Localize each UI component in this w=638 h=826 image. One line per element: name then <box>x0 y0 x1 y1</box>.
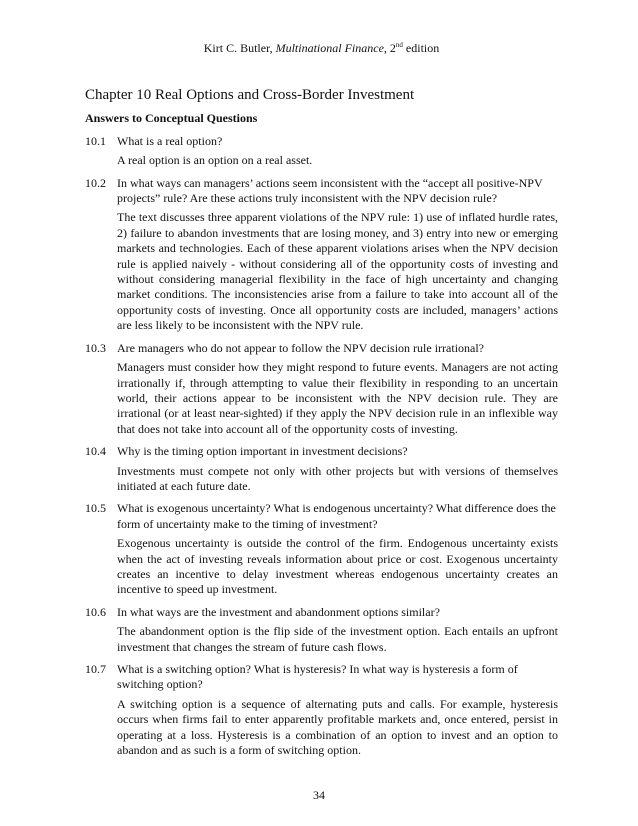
qa-item-10-6 <box>85 605 558 655</box>
qa-body <box>117 341 558 437</box>
question-number: 10.7 <box>85 662 106 676</box>
header-author: Kirt C. Butler, <box>203 41 276 55</box>
header-edition-number: , 2 <box>383 41 396 55</box>
answer-text: The text discusses three apparent violations of the NPV rule: 1) use of inflated hurdle rates, 2) failure to abandon investments that are losing money, and 3) entry into new or emerging markets and technologies. Each of these apparent violations arises when the NPV decision rule is applied naively - without considering all of the opportunity costs of investing and without considering managerial flexibility in the face of high uncertainty and changing market conditions. The inconsistencies arise from a failure to take into account all of the opportunity costs of investing. Once all opportunity costs are included, managers’ actions are less likely to be inconsistent with the NPV rule. <box>117 210 558 333</box>
page-number: 34 <box>313 788 325 802</box>
question-text: What is a real option? <box>117 133 223 148</box>
answer-text: Investments must compete not only with other projects but with versions of themselves initiated at each future date. <box>117 463 558 493</box>
qa-body <box>117 662 558 758</box>
qa-body <box>117 134 558 169</box>
header-edition-suffix: nd <box>395 41 403 49</box>
qa-body <box>117 605 558 655</box>
qa-item-10-3 <box>85 341 558 437</box>
chapter-title: Chapter 10 Real Options and Cross-Border Investment <box>85 87 415 104</box>
qa-body <box>117 176 558 334</box>
answer-text: Managers must consider how they might respond to future events. Managers are not acting irrationally if, through attempting to value their flexibility in responding to an uncertain world, their actions appear to be inconsistent with the NPV decision rule. They are irrational (or at least near-sighted) if they apply the NPV decision rule in an inflexible way that does not take into account all of the opportunity costs of investing. <box>117 360 558 436</box>
answer-text: Exogenous uncertainty is outside the control of the firm. Endogenous uncertainty exists when the act of investing reveals information about price or cost. Exogenous uncertainty creates an incentive to delay investment whereas endogenous uncertainty creates an incentive to speed up investment. <box>117 536 558 597</box>
question-number: 10.2 <box>85 175 106 190</box>
header-edition-text: edition <box>402 41 440 55</box>
qa-item-10-4 <box>85 444 558 494</box>
qa-item-10-1 <box>85 134 558 169</box>
answer-text: The abandonment option is the flip side of the investment option. Each entails an upfront investment that changes the stream of future cash flows. <box>117 624 558 654</box>
qa-item-10-2 <box>85 176 558 334</box>
qa-body <box>117 501 558 597</box>
question-text: Are managers who do not appear to follow the NPV decision rule irrational? <box>117 340 485 355</box>
header-book-title: Multinational Finance <box>275 41 384 55</box>
question-text: In what ways are the investment and abandonment options similar? <box>117 604 440 619</box>
answer-text: A switching option is a sequence of alternating puts and calls. For example, hysteresis occurs when firms fail to enter apparently profitable markets and, once entered, persist in operating at a loss. Hysteresis is a combination of an option to invest and an option to abandon and as such is a form of switching option. <box>117 696 558 758</box>
question-number: 10.6 <box>85 604 106 619</box>
question-number: 10.1 <box>85 133 106 148</box>
question-number: 10.3 <box>85 340 106 355</box>
section-heading: Answers to Conceptual Questions <box>85 111 258 126</box>
question-number: 10.5 <box>85 501 106 516</box>
running-header <box>85 41 558 56</box>
qa-body <box>117 444 558 494</box>
question-text: What is a switching option? What is hysteresis? In what way is hysteresis a form of switching option? <box>117 662 518 692</box>
question-number: 10.4 <box>85 444 106 459</box>
question-text: In what ways can managers’ actions seem inconsistent with the “accept all positive-NPV projects” rule? Are these actions truly inconsistent with the NPV decision rule? <box>117 175 543 206</box>
qa-item-10-7 <box>85 662 558 758</box>
question-text: What is exogenous uncertainty? What is endogenous uncertainty? What difference does the form of uncertainty make to the timing of investment? <box>117 501 556 531</box>
question-text: Why is the timing option important in investment decisions? <box>117 444 408 459</box>
qa-item-10-5 <box>85 501 558 597</box>
answer-text: A real option is an option on a real asset. <box>117 153 313 168</box>
